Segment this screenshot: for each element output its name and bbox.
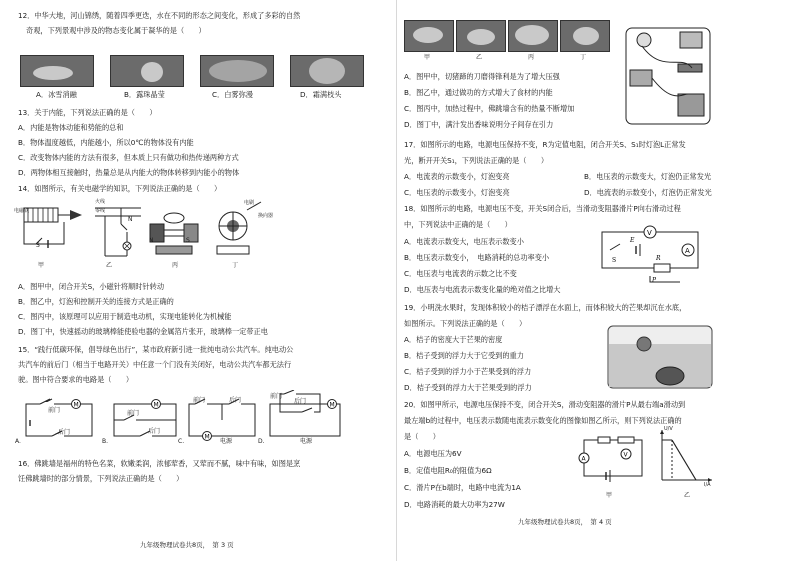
svg-text:M: M	[153, 401, 159, 409]
svg-text:R: R	[656, 255, 661, 262]
q19-stem-line1: 19．小明洗水果时，发现体积较小的桔子漂浮在水面上，而体积较大的芒果却沉在水底，	[404, 303, 687, 312]
svg-text:S: S	[612, 257, 617, 264]
q19-option-c[interactable]: C．桔子受到的浮力小于芒果受到的浮力	[404, 367, 532, 376]
q12-photo-dew	[110, 55, 184, 87]
q14-label-jia: 甲	[38, 262, 45, 269]
page-fold	[396, 0, 397, 561]
q14-tag-brush: 电刷	[244, 200, 255, 206]
q20-circuit-jia	[576, 432, 648, 488]
svg-text:A: A	[685, 247, 690, 255]
q17-circuit-figure	[622, 24, 718, 130]
q12-stem-line2: 奇观，下列景观中涉及的物态变化属于凝华的是（ ）	[26, 26, 206, 35]
q20-stem-line2: 最左端b的过程中，电压表示数随电流表示数变化的图像如图乙所示，则下列说法正确的	[404, 416, 682, 425]
q14-tag-electromagnet: 电磁铁	[14, 208, 30, 214]
q14-tag-n: N	[149, 237, 154, 244]
q14-label-yi: 乙	[106, 262, 113, 269]
page-footer-3: 九年级物理试卷共8页， 第 3 页	[140, 541, 234, 549]
q17-stem-line1: 17．如图所示的电路，电源电压保持不变，R为定值电阻，闭合开关S、S₁时灯泡L正常发	[404, 140, 686, 149]
q16-photo-yi	[456, 20, 506, 52]
q19-fruit-bowl	[604, 322, 716, 392]
q20-option-c[interactable]: C．滑片P在b端时，电路中电流为1A	[404, 483, 521, 492]
q19-stem-line2: 如图所示。下列说法正确的是（ ）	[404, 319, 527, 328]
q12-option-c[interactable]: C．白雾弥漫	[212, 90, 253, 99]
q18-option-c[interactable]: C．电压表与电流表的示数之比不变	[404, 269, 517, 278]
q17-option-a[interactable]: A．电流表的示数变小，灯泡变亮	[404, 172, 510, 181]
q15-d-power: 电源	[300, 438, 313, 445]
q16-photo-bing	[508, 20, 558, 52]
q16-label-ding: 丁	[580, 54, 587, 61]
q12-option-a[interactable]: A．冰雪消融	[36, 90, 77, 99]
svg-text:P: P	[652, 277, 657, 284]
q15-c-back: 后门	[229, 397, 242, 404]
q17-stem-line2: 光，断开开关S₁，下列说法正确的是（ ）	[404, 156, 549, 165]
q12-option-d[interactable]: D．霜满枝头	[300, 90, 342, 99]
q12-stem-line1: 12．中华大地，河山锦绣，随着四季更迭，水在不同的形态之间变化，形成了多彩的自然	[18, 11, 301, 20]
q20-stem-line1: 20．如图甲所示，电源电压保持不变，闭合开关S，滑动变阻器的滑片P从最右端a滑动到	[404, 400, 686, 409]
q12-photo-frost	[290, 55, 364, 87]
q17-option-d[interactable]: D．电流表的示数变小，灯泡仍正常发光	[584, 188, 712, 197]
q20-option-b[interactable]: B．定值电阻R₀的阻值为6Ω	[404, 466, 492, 475]
q19-option-d[interactable]: D．桔子受到的浮力大于芒果受到的浮力	[404, 383, 532, 392]
q16-photo-jia	[404, 20, 454, 52]
q14-tag-zero: 零线	[95, 208, 106, 214]
svg-text:M: M	[329, 401, 335, 409]
q13-option-a[interactable]: A．内能是物体动能和势能的总和	[18, 123, 124, 132]
q14-stem: 14．如图所示，有关电磁学的知识，下列说法正确的是（ ）	[18, 184, 222, 193]
q18-circuit-figure	[596, 222, 706, 292]
q15-b-front: 前门	[127, 410, 140, 417]
svg-text:V: V	[647, 229, 652, 237]
q15-circuit-b[interactable]	[110, 396, 180, 442]
q15-b-back: 后门	[148, 428, 161, 435]
exam-page-4	[398, 0, 794, 561]
svg-text:M: M	[73, 401, 79, 409]
q20-graph-xlabel: I/A	[704, 482, 711, 488]
q14-tag-s2: S	[186, 237, 190, 244]
q16-label-jia: 甲	[424, 54, 431, 61]
q15-choice-d[interactable]: D.	[258, 438, 265, 445]
svg-text:V: V	[623, 451, 628, 459]
q13-stem: 13．关于内能，下列说法正确的是（ ）	[18, 108, 157, 117]
q20-graph-ylabel: U/V	[664, 426, 673, 432]
q15-choice-a[interactable]: A.	[15, 438, 21, 445]
q14-tag-n2: N	[128, 216, 133, 223]
q20-label-yi: 乙	[684, 492, 691, 499]
q20-stem-line3: 是（ ）	[404, 432, 440, 441]
q18-stem-line1: 18．如图所示的电路，电源电压不变，开关S闭合后，当滑动变阻器滑片P向右滑动过程	[404, 204, 681, 213]
q12-photo-fog	[200, 55, 274, 87]
q16-stem-line1: 16．佛跳墙是福州的特色名菜，软嫩柔润，浓郁荤香，又荤而不腻，味中有味，如图是烹	[18, 459, 301, 468]
q13-option-b[interactable]: B．物体温度越低，内能越小，所以0℃的物体没有内能	[18, 138, 194, 147]
svg-text:E: E	[630, 237, 635, 244]
q14-option-a[interactable]: A．图甲中，闭合开关S，小磁针将顺时针转动	[18, 282, 165, 291]
exam-page-3	[0, 0, 396, 561]
q20-option-d[interactable]: D．电路消耗的最大功率为27W	[404, 500, 505, 509]
q14-tag-fire: 火线	[95, 199, 106, 205]
svg-text:M: M	[204, 433, 210, 441]
q13-option-d[interactable]: D．两物体相互接触时，热量总是从内能大的物体转移到内能小的物体	[18, 168, 240, 177]
q16-option-a[interactable]: A．图甲中，切猪蹄的刀磨得锋利是为了增大压强	[404, 72, 560, 81]
q20-label-jia: 甲	[606, 492, 613, 499]
q15-stem-line2: 共汽车的前后门（相当于电路开关）中任意一个门没有关闭好，电动公共汽车都无法行	[18, 360, 292, 369]
q15-stem-line1: 15．“践行低碳环保，倡导绿色出行”，某市政府新引进一批纯电动公共汽车。纯电动公	[18, 345, 294, 354]
q15-a-back: 后门	[58, 429, 71, 436]
q15-d-front: 前门	[270, 393, 283, 400]
q16-option-b[interactable]: B．图乙中，通过做功的方式增大了食材的内能	[404, 88, 553, 97]
q20-graph-yi	[654, 426, 716, 488]
q16-option-d[interactable]: D．图丁中，满汁发出香味说明分子间存在引力	[404, 120, 554, 129]
q20-option-a[interactable]: A．电源电压为6V	[404, 449, 462, 458]
q15-a-front: 前门	[48, 407, 61, 414]
q14-figure-ding	[205, 198, 265, 260]
page-footer-4: 九年级物理试卷共8页， 第 4 页	[518, 518, 612, 526]
q16-photo-ding	[560, 20, 610, 52]
q19-option-b[interactable]: B．桔子受到的浮力大于它受到的重力	[404, 351, 524, 360]
q14-option-c[interactable]: C．图丙中，该原理可以应用于制造电动机，实现电能转化为机械能	[18, 312, 232, 321]
q16-label-yi: 乙	[476, 54, 483, 61]
q19-option-a[interactable]: A．桔子的密度大于芒果的密度	[404, 335, 503, 344]
q14-tag-s: S	[36, 242, 40, 249]
q14-label-bing: 丙	[172, 262, 179, 269]
q15-choice-c[interactable]: C.	[178, 438, 185, 445]
q17-option-b[interactable]: B．电压表的示数变大，灯泡仍正常发光	[584, 172, 712, 181]
q18-option-d[interactable]: D．电压表与电流表示数变化量的绝对值之比增大	[404, 285, 561, 294]
q14-option-b[interactable]: B．图乙中，灯泡和控制开关的连接方式是正确的	[18, 297, 174, 306]
q12-photo-ice	[20, 55, 94, 87]
q14-label-ding: 丁	[232, 262, 239, 269]
q15-stem-line3: 驶。图中符合要求的电路是（ ）	[18, 375, 134, 384]
q12-option-b[interactable]: B．露珠晶莹	[124, 90, 165, 99]
q16-label-bing: 丙	[528, 54, 535, 61]
q15-c-power: 电源	[220, 438, 233, 445]
q15-c-front: 前门	[193, 397, 206, 404]
q15-choice-b[interactable]: B.	[102, 438, 109, 445]
q14-tag-commutator: 换向器	[258, 213, 274, 219]
q13-option-c[interactable]: C．改变物体内能的方法有很多，但本质上只有做功和热传递两种方式	[18, 153, 239, 162]
q18-option-a[interactable]: A．电流表示数变大，电压表示数变小	[404, 237, 524, 246]
q15-d-back: 后门	[294, 398, 307, 405]
q18-stem-line2: 中，下列说法中正确的是（ ）	[404, 220, 512, 229]
q16-option-c[interactable]: C．图丙中，加热过程中，佛跳墙含有的热量不断增加	[404, 104, 575, 113]
q18-option-b[interactable]: B．电压表示数变小， 电路消耗的总功率变小	[404, 253, 550, 262]
svg-text:A: A	[581, 455, 586, 463]
q14-option-d[interactable]: D．图丁中，快速摇动的玻璃棒能使验电器的金属箔片张开，玻璃棒一定带正电	[18, 327, 268, 336]
q17-option-c[interactable]: C．电压表的示数变小，灯泡变亮	[404, 188, 510, 197]
q14-figure-bing	[146, 206, 206, 258]
q16-stem-line2: 饪佛跳墙时的部分情景，下列说法正确的是（ ）	[18, 474, 184, 483]
